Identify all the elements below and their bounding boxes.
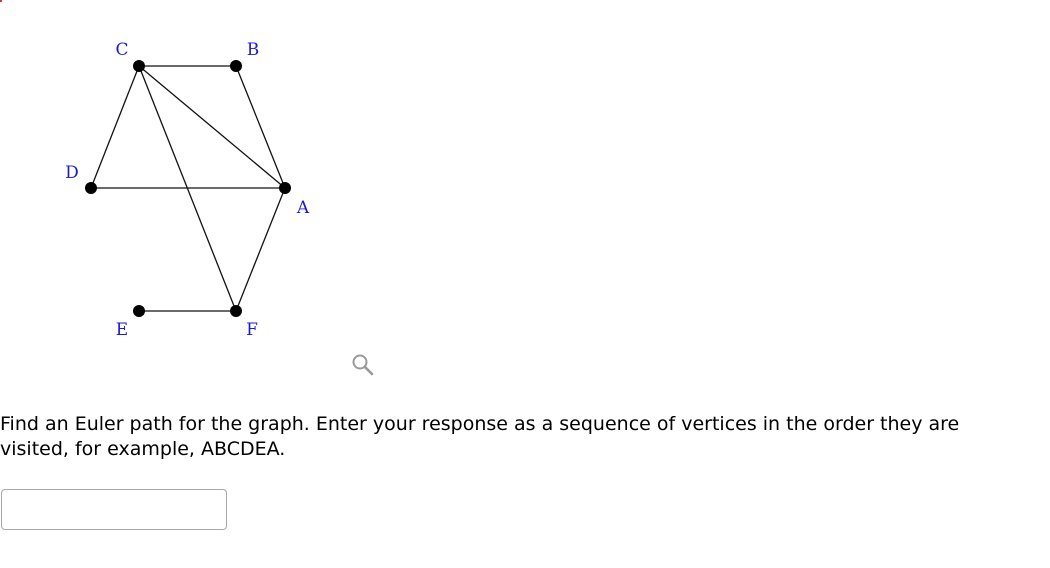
vertex-A — [279, 182, 291, 194]
vertex-E — [133, 305, 145, 317]
vertex-C — [133, 60, 145, 72]
vertex-F — [230, 305, 242, 317]
vertex-label-F: F — [246, 320, 258, 340]
edge-B-A — [236, 66, 285, 188]
question-text: Find an Euler path for the graph. Enter your response as a sequence of vertices in the order they are visited, for example, ABCDEA. — [0, 413, 960, 460]
vertex-label-A: A — [296, 198, 310, 218]
vertex-label-E: E — [115, 320, 129, 340]
vertex-label-D: D — [65, 163, 79, 183]
edge-A-F — [236, 188, 285, 311]
magnifier-icon[interactable] — [350, 352, 376, 378]
vertex-B — [230, 60, 242, 72]
edge-C-A — [139, 66, 285, 188]
vertex-D — [85, 182, 97, 194]
edge-C-D — [91, 66, 139, 188]
graph-diagram — [0, 0, 420, 390]
answer-input[interactable] — [1, 489, 227, 530]
vertex-label-C: C — [115, 40, 129, 60]
vertex-label-B: B — [246, 40, 260, 60]
